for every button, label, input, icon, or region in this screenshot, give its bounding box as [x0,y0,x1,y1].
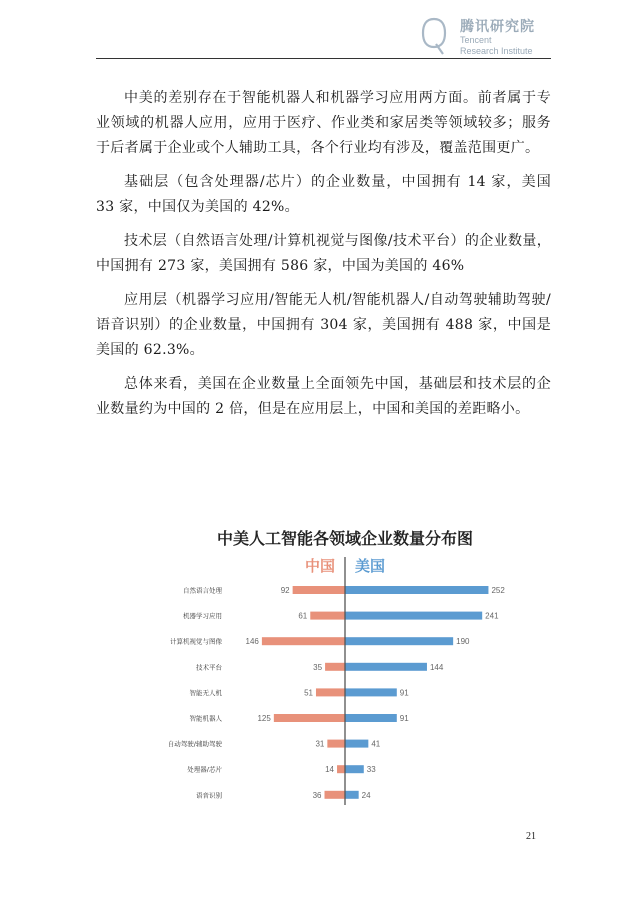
bar-usa [345,740,368,748]
legend-china: 中国 [304,557,335,575]
paragraph-5: 总体来看，美国在企业数量上全面领先中国，基础层和技术层的企业数量约为中国的 2 倍，但是在应用层上，中国和美国的差距略小。 [96,376,551,417]
category-label: 智能机器人 [189,714,222,723]
value-label-usa: 252 [491,586,505,595]
paragraph-3: 技术层（自然语言处理/计算机视觉与图像/技术平台）的企业数量，中国拥有 273 家，美国拥有 586 家，中国为美国的 46% [96,233,551,274]
bar-china [325,791,345,799]
category-label: 智能无人机 [189,688,222,697]
logo-chinese-name: 腾讯研究院 [460,19,535,35]
paragraph-2: 基础层（包含处理器/芯片）的企业数量，中国拥有 14 家，美国 33 家，中国仅为美国的 42%。 [96,174,551,215]
category-label: 自动驾驶/辅助驾驶 [167,740,222,749]
logo-english-line-1: Tencent [460,35,492,45]
category-label: 语音识别 [196,791,222,800]
value-label-usa: 41 [371,739,381,749]
bar-usa [345,612,482,620]
chart-bars [168,586,506,800]
value-label-usa: 33 [366,765,376,775]
paragraph-1: 中美的差别存在于智能机器人和机器学习应用两方面。前者属于专业领域的机器人应用，应用于医疗、作业类和家居类等领域较多；服务于后者属于企业或个人辅助工具，各个行业均有涉及，覆盖范围更广。 [96,90,551,156]
value-label-usa: 241 [485,611,499,621]
bar-china [262,637,345,645]
value-label-china: 14 [325,765,335,775]
value-label-usa: 91 [399,688,409,698]
bar-china [293,586,345,594]
category-label: 技术平台 [196,663,222,672]
value-label-usa: 144 [429,662,444,672]
value-label-china: 31 [315,739,325,749]
value-label-china: 51 [304,688,313,698]
bar-chart [140,520,540,810]
value-label-china: 146 [245,637,259,647]
value-label-usa: 24 [361,790,371,800]
paragraph-4: 应用层（机器学习应用/智能无人机/智能机器人/自动驾驶辅助驾驶/语音识别）的企业数量，中国拥有 304 家，美国拥有 488 家，中国是美国的 62.3%。 [96,292,551,358]
bar-china [327,740,345,748]
bar-china [325,663,345,671]
bar-usa [345,688,397,696]
bar-china [274,714,345,722]
value-label-china: 125 [257,714,271,723]
logo-english-line-2: Research Institute [460,46,533,56]
category-label: 处理器/芯片 [187,765,222,774]
value-label-usa: 91 [399,714,409,723]
bar-china [316,688,345,696]
bar-usa [345,714,397,722]
value-label-china: 92 [280,586,290,595]
value-label-china: 35 [313,662,323,672]
legend-usa: 美国 [355,557,386,575]
bar-china [310,612,345,620]
value-label-china: 36 [312,790,322,800]
value-label-usa: 190 [456,637,470,647]
header-rule [96,58,551,59]
category-label: 自然语言处理 [183,586,222,595]
bar-usa [345,765,364,773]
bar-usa [345,637,453,645]
page-number: 21 [526,831,536,842]
category-label: 计算机视觉与图像 [170,637,222,646]
bar-usa [345,663,427,671]
bar-usa [345,586,488,594]
bar-usa [345,791,359,799]
category-label: 机器学习应用 [183,612,222,621]
bar-china [337,765,345,773]
logo-english-name [460,35,533,57]
chart-svg [140,520,540,810]
value-label-china: 61 [298,611,308,621]
chart-title: 中美人工智能各领域企业数量分布图 [216,529,474,548]
tencent-logo-icon [420,16,448,56]
body-text [96,86,551,431]
header-logo [420,14,550,60]
